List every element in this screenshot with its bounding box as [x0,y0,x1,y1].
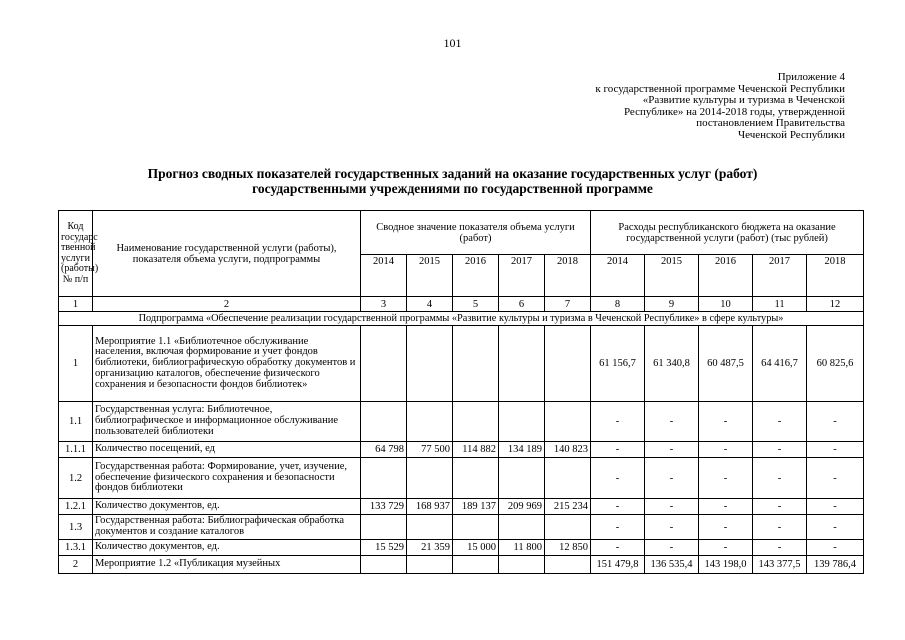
row-name: Количество документов, ед. [93,499,361,515]
table-body [59,326,864,574]
volume-value [407,326,453,402]
volume-value: 64 798 [361,442,407,458]
volume-value [545,458,591,499]
column-number: 5 [453,297,499,312]
volume-value: 15 529 [361,540,407,556]
row-code: 2 [59,556,93,574]
column-number: 10 [699,297,753,312]
budget-value: - [645,499,699,515]
budget-value: - [591,442,645,458]
volume-value: 168 937 [407,499,453,515]
volume-value [499,556,545,574]
row-code: 1.1 [59,402,93,442]
budget-value: - [699,442,753,458]
row-name: Количество посещений, ед [93,442,361,458]
row-name: Государственная услуга: Библиотечное, библиографическое и информационное обслуживание пользователей библиотеки [93,402,361,442]
budget-value: - [753,499,807,515]
budget-value: 64 416,7 [753,326,807,402]
page-number: 101 [443,36,462,50]
volume-value [499,515,545,540]
budget-value: 151 479,8 [591,556,645,574]
year-volume: 2017 [499,255,545,297]
budget-value: - [645,515,699,540]
budget-value: 143 198,0 [699,556,753,574]
row-name: Государственная работа: Формирование, учет, изучение, обеспечение физического сохранения и безопасности фондов библиотеки [93,458,361,499]
volume-value [361,556,407,574]
table-row [59,556,864,574]
appendix-note: Приложение 4 к государственной программе Чеченской Республики «Развитие культуры и туризма в Чеченской Республике» на 2014-2018 годы, утвержденной постановлением Правительства Чеченской Республики [595,71,845,141]
volume-value [545,556,591,574]
budget-value: - [699,499,753,515]
column-number: 11 [753,297,807,312]
header-volume: Сводное значение показателя объема услуги (работ) [361,211,591,255]
budget-value: - [699,540,753,556]
volume-value [407,556,453,574]
budget-value: - [753,540,807,556]
volume-value: 133 729 [361,499,407,515]
column-number: 9 [645,297,699,312]
volume-value [361,326,407,402]
volume-value [407,515,453,540]
row-code: 1.3.1 [59,540,93,556]
year-volume: 2018 [545,255,591,297]
column-number: 6 [499,297,545,312]
volume-value [453,458,499,499]
budget-value: - [591,540,645,556]
year-volume: 2014 [361,255,407,297]
year-budget: 2014 [591,255,645,297]
table-row [59,540,864,556]
table-row [59,402,864,442]
budget-value: - [591,499,645,515]
budget-value: - [645,540,699,556]
budget-value: - [699,458,753,499]
volume-value: 189 137 [453,499,499,515]
budget-value: - [591,402,645,442]
table-row [59,326,864,402]
year-budget: 2017 [753,255,807,297]
column-number: 7 [545,297,591,312]
volume-value [453,326,499,402]
header-row-1 [59,211,864,255]
column-number-row [59,297,864,312]
volume-value [361,402,407,442]
budget-value: 143 377,5 [753,556,807,574]
volume-value: 134 189 [499,442,545,458]
row-code: 1.1.1 [59,442,93,458]
column-number: 12 [807,297,864,312]
volume-value [545,515,591,540]
budget-value: - [807,499,864,515]
table-row [59,515,864,540]
budget-value: - [591,515,645,540]
row-code: 1.2 [59,458,93,499]
row-code: 1.2.1 [59,499,93,515]
volume-value [453,402,499,442]
volume-value [453,515,499,540]
volume-value [361,515,407,540]
budget-value: - [699,402,753,442]
year-volume: 2015 [407,255,453,297]
budget-value: - [807,442,864,458]
budget-value: - [645,442,699,458]
volume-value [453,556,499,574]
table-row [59,458,864,499]
indicators-table [58,210,864,574]
row-name: Мероприятие 1.2 «Публикация музейных [93,556,361,574]
budget-value: 61 340,8 [645,326,699,402]
subprogram-row [59,312,864,326]
budget-value: - [699,515,753,540]
year-volume: 2016 [453,255,499,297]
budget-value: 61 156,7 [591,326,645,402]
column-number: 3 [361,297,407,312]
budget-value: - [807,402,864,442]
budget-value: - [591,458,645,499]
column-number: 4 [407,297,453,312]
budget-value: - [753,442,807,458]
budget-value: - [753,402,807,442]
volume-value: 77 500 [407,442,453,458]
budget-value: 139 786,4 [807,556,864,574]
volume-value: 11 800 [499,540,545,556]
budget-value: - [753,458,807,499]
table-row [59,499,864,515]
volume-value [407,402,453,442]
budget-value: 136 535,4 [645,556,699,574]
row-name: Количество документов, ед. [93,540,361,556]
header-code: Код государс твенной услуги (работы) № п/п [59,211,93,297]
volume-value [499,326,545,402]
budget-value: - [807,515,864,540]
volume-value [545,326,591,402]
volume-value: 114 882 [453,442,499,458]
volume-value: 12 850 [545,540,591,556]
row-code: 1.3 [59,515,93,540]
row-name: Государственная работа: Библиографическая обработка документов и создание каталогов [93,515,361,540]
volume-value: 15 000 [453,540,499,556]
subprogram-title: Подпрограмма «Обеспечение реализации государственной программы «Развитие культуры и туризма в Чеченской Республике» в сфере культуры» [59,312,864,326]
column-number: 2 [93,297,361,312]
volume-value: 215 234 [545,499,591,515]
volume-value: 209 969 [499,499,545,515]
year-budget: 2018 [807,255,864,297]
budget-value: 60 825,6 [807,326,864,402]
row-code: 1 [59,326,93,402]
volume-value [407,458,453,499]
volume-value: 140 823 [545,442,591,458]
budget-value: - [645,458,699,499]
year-budget: 2015 [645,255,699,297]
column-number: 1 [59,297,93,312]
column-number: 8 [591,297,645,312]
year-budget: 2016 [699,255,753,297]
budget-value: - [753,515,807,540]
document-title: Прогноз сводных показателей государственных заданий на оказание государственных услуг (работ) государственными учреждениями по государственной программе [147,166,758,196]
budget-value: 60 487,5 [699,326,753,402]
header-budget: Расходы республиканского бюджета на оказание государственной услуги (работ) (тыс рублей) [591,211,864,255]
row-name: Мероприятие 1.1 «Библиотечное обслуживание населения, включая формирование и учет фондов библиотеки, библиографическую обработку документов и организацию каталогов, обеспечение физического сохранения и безопасности фондов библиотек» [93,326,361,402]
header-name: Наименование государственной услуги (работы), показателя объема услуги, подпрограммы [93,211,361,297]
volume-value [499,402,545,442]
budget-value: - [645,402,699,442]
budget-value: - [807,458,864,499]
volume-value [499,458,545,499]
budget-value: - [807,540,864,556]
volume-value [361,458,407,499]
volume-value [545,402,591,442]
table-row [59,442,864,458]
volume-value: 21 359 [407,540,453,556]
